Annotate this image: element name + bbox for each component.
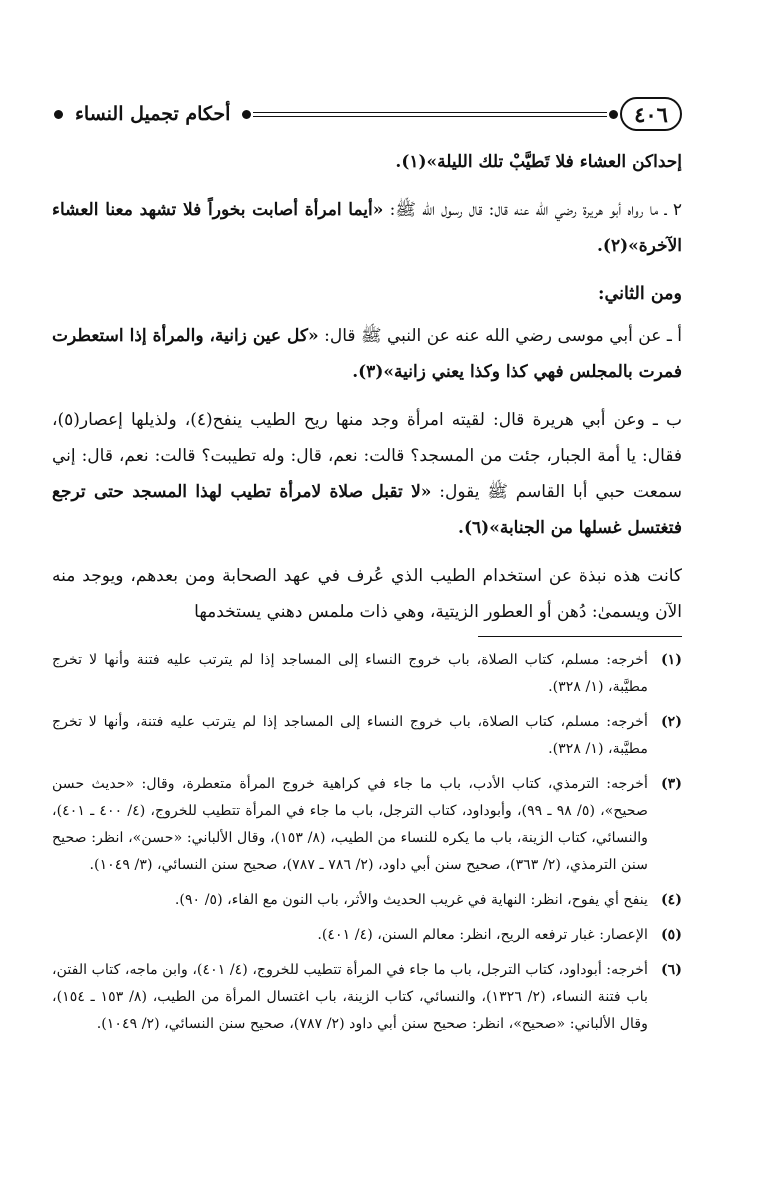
paragraph-2-intro: ٢ ـ ما رواه أبو هريرة رضي الله عنه قال: قال رسول الله ﷺ: xyxy=(383,200,682,220)
running-header xyxy=(52,92,682,136)
footnote-number: (٤) xyxy=(660,892,682,908)
footnote-6 xyxy=(52,957,682,1038)
footnotes xyxy=(52,647,682,1038)
footnote-separator xyxy=(478,636,682,637)
header-ornament-dot xyxy=(242,110,251,119)
header-ornament-dot xyxy=(609,110,618,119)
paragraph-3 xyxy=(52,318,682,390)
footnote-number: (٣) xyxy=(660,776,682,792)
footnote-4 xyxy=(52,887,682,914)
footnote-2 xyxy=(52,709,682,763)
main-text xyxy=(52,144,682,630)
subheading: ومن الثاني: xyxy=(598,284,682,304)
paragraph-3-hadith: «كل عين زانية، والمرأة إذا استعطرت فمرت بالمجلس فهي كذا وكذا يعني زانية»(٣). xyxy=(52,326,682,382)
footnote-text: أخرجه: مسلم، كتاب الصلاة، باب خروج النساء إلى المساجد إذا لم يترتب عليه فتنة وأنها لا تخرج مطيَّبة، (١/ ٣٢٨). xyxy=(52,652,648,695)
header-ornament-dot xyxy=(54,110,63,119)
paragraph-2 xyxy=(52,192,682,264)
footnote-number: (٢) xyxy=(660,714,682,730)
paragraph-5: كانت هذه نبذة عن استخدام الطيب الذي عُرف في عهد الصحابة ومن بعدهم، ويوجد منه الآن ويسمىٰ: دُهن أو العطور الزيتية، وهي ذات ملمس دهني يستخدمها xyxy=(52,566,682,622)
paragraph-4-text: ب ـ وعن أبي هريرة قال: لقيته امرأة وجد منها ريح الطيب ينفح(٤)، ولذيلها إعصار(٥)، فقال: يا أمة الجبار، جئت من المسجد؟ قالت: نعم، قال: وله تطيبت؟ قالت: نعم، قال: إني سمعت حبي أبا القاسم ﷺ يقول: xyxy=(52,410,682,502)
footnote-text: أخرجه: مسلم، كتاب الصلاة، باب خروج النساء إلى المساجد إذا لم يترتب عليه فتنة، وأنها لا تخرج مطيَّبة، (١/ ٣٢٨). xyxy=(52,714,648,757)
footnote-1 xyxy=(52,647,682,701)
paragraph-1: إحداكن العشاء فلا تَطيَّبْ تلك الليلة»(١). xyxy=(395,152,682,172)
footnote-3 xyxy=(52,771,682,879)
footnote-text: ينفح أي يفوح، انظر: النهاية في غريب الحديث والأثر، باب النون مع الفاء، (٥/ ٩٠). xyxy=(174,892,648,908)
page-number: ٤٠٦ xyxy=(620,97,682,131)
paragraph-4 xyxy=(52,402,682,546)
paragraph-4-hadith: «لا تقبل صلاة لامرأة تطيب لهذا المسجد حتى ترجع فتغتسل غسلها من الجنابة»(٦). xyxy=(52,482,682,538)
footnote-5 xyxy=(52,922,682,949)
footnote-text: أخرجه: الترمذي، كتاب الأدب، باب ما جاء في كراهية خروج المرأة متعطرة، وقال: «حديث حسن صحيح»، (٥/ ٩٨ ـ ٩٩)، وأبوداود، كتاب الترجل، باب ما جاء في المرأة تتطيب للخروج، (٤/ ٤٠٠ ـ ٤٠١)، والنسائي، كتاب الزينة، باب ما يكره للنساء من الطيب، (٨/ ١٥٣)، وقال الألباني: «حسن»، انظر: صحيح سنن الترمذي، (٢/ ٣٦٣)، صحيح سنن أبي داود، (٢/ ٧٨٦ ـ ٧٨٧)، صحيح سنن النسائي، (٣/ ١٠٤٩). xyxy=(52,776,649,873)
footnote-number: (٦) xyxy=(660,962,682,978)
paragraph-3-intro: أ ـ عن أبي موسى رضي الله عنه عن النبي ﷺ قال: xyxy=(318,326,683,346)
footnote-text: الإعصار: غبار ترفعه الريح، انظر: معالم السنن، (٤/ ٤٠١). xyxy=(317,927,648,943)
header-title: أحكام تجميل النساء xyxy=(75,103,231,125)
footnote-number: (١) xyxy=(660,652,682,668)
footnote-number: (٥) xyxy=(660,927,682,943)
paragraph-2-hadith: «أيما امرأة أصابت بخوراً فلا تشهد معنا العشاء الآخرة»(٢). xyxy=(52,200,682,256)
footnote-text: أخرجه: أبوداود، كتاب الترجل، باب ما جاء في المرأة تتطيب للخروج، (٤/ ٤٠١)، وابن ماجه، كتاب الفتن، باب فتنة النساء، (٢/ ١٣٢٦)، والنسائي، كتاب الزينة، باب اغتسال المرأة من الطيب، (٨/ ١٥٣ ـ ١٥٤)، وقال الألباني: «صحيح»، انظر: صحيح سنن أبي داود (٢/ ٧٨٧)، صحيح سنن النسائي، (٢/ ١٠٤٩). xyxy=(52,962,648,1032)
book-page xyxy=(52,92,682,1046)
header-rule xyxy=(253,112,607,117)
